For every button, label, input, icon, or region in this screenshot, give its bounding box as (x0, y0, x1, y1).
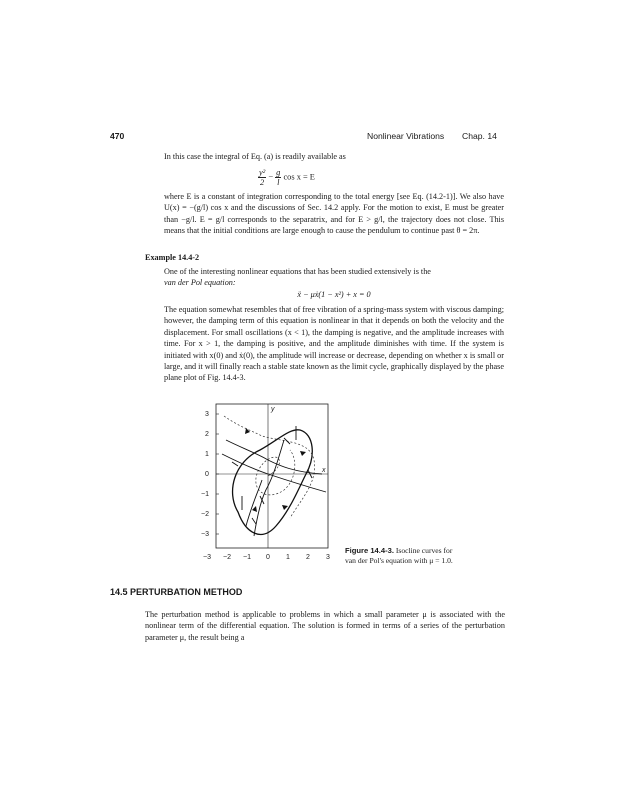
isocline-curve (246, 480, 262, 526)
van-der-pol-equation: ẍ − μẋ(1 − x²) + x = 0 (297, 290, 371, 299)
limit-cycle-curve (233, 430, 313, 535)
example-body: The equation somewhat resembles that of free vibration of a spring-mass system with viscous damping; however, the damping term of this equation is nonlinear in that it depends on both the velocity and the displacement. For small oscillations (x < 1), the damping is negative, and the amplitude increases with time. For x > 1, the damping is positive, and the amplitude diminishes with time. If the system is initiated with x(0) and ẋ(0), the amplitude will increase or decrease, depending on whether x is small or large, and it will finally reach a stable state known as the limit cycle, graphically displayed by the phase plane plot of Fig. 14.4-3. (164, 305, 504, 383)
section-body: The perturbation method is applicable to problems in which a small parameter μ is associated with the nonlinear term of the differential equation. The solution is formed in terms of a series of the perturbation parameter μ, the result being a (145, 610, 505, 642)
example-lead-a: One of the interesting nonlinear equations that has been studied extensively is the (164, 267, 431, 276)
figure-caption (345, 546, 505, 566)
phase-plane-figure (198, 400, 338, 570)
intro-paragraph: where E is a constant of integration corresponding to the total energy [see Eq. (14.2-1)]. We also have U(x) = −(g/l) cos x and the discussions of Sec. 14.2 apply. For the motion to exist, E must be greater than −g/l. E = g/l corresponds to the separatrix, and for E > g/l, the trajectory does not close. This means that the initial conditions are large enough to cause the pendulum to continue past θ = 2π. (164, 192, 504, 236)
y-axis-label: y (271, 406, 275, 413)
caption-line2: van der Pol's equation with μ = 1.0. (345, 556, 453, 565)
chapter-label: Chap. 14 (462, 131, 497, 141)
example-title: Example 14.4-2 (145, 253, 200, 262)
y-tick-label: −2 (201, 511, 209, 518)
y-tick-label: 3 (205, 411, 209, 418)
section-heading: 14.5 PERTURBATION METHOD (110, 587, 243, 597)
example-lead-b: van der Pol equation: (164, 278, 236, 287)
fraction-g-over-l: $\frac{g}{l}$ (276, 168, 281, 187)
x-tick-label: 2 (306, 554, 310, 561)
x-tick-label: 3 (326, 554, 330, 561)
x-axis-label: x (322, 467, 326, 474)
y-tick-label: 1 (205, 451, 209, 458)
y-tick-label: 2 (205, 431, 209, 438)
trajectory-outer-dashed (224, 416, 315, 518)
running-title: Nonlinear Vibrations (367, 131, 445, 141)
fraction-y2-over-2: $\frac{\text{y²}}{2}$ (259, 168, 266, 187)
x-tick-label: 1 (286, 554, 290, 561)
y-tick-label: −1 (201, 491, 209, 498)
x-tick-label: 0 (266, 554, 270, 561)
x-tick-label: −2 (223, 554, 231, 561)
caption-line1: Isocline curves for (395, 546, 453, 555)
y-tick-marks (216, 414, 219, 534)
x-tick-label: −1 (243, 554, 251, 561)
x-tick-label: −3 (203, 554, 211, 561)
caption-label: Figure 14.4-3. (345, 546, 394, 555)
intro-line: In this case the integral of Eq. (a) is readily available as (164, 152, 346, 161)
energy-equation: $\frac{\text{y²}}{2}$ − $\frac{g}{l}$ cos x = E (259, 168, 315, 187)
isocline-curve (226, 440, 322, 474)
y-tick-label: −3 (201, 531, 209, 538)
page-number: 470 (110, 131, 125, 141)
y-tick-label: 0 (205, 471, 209, 478)
